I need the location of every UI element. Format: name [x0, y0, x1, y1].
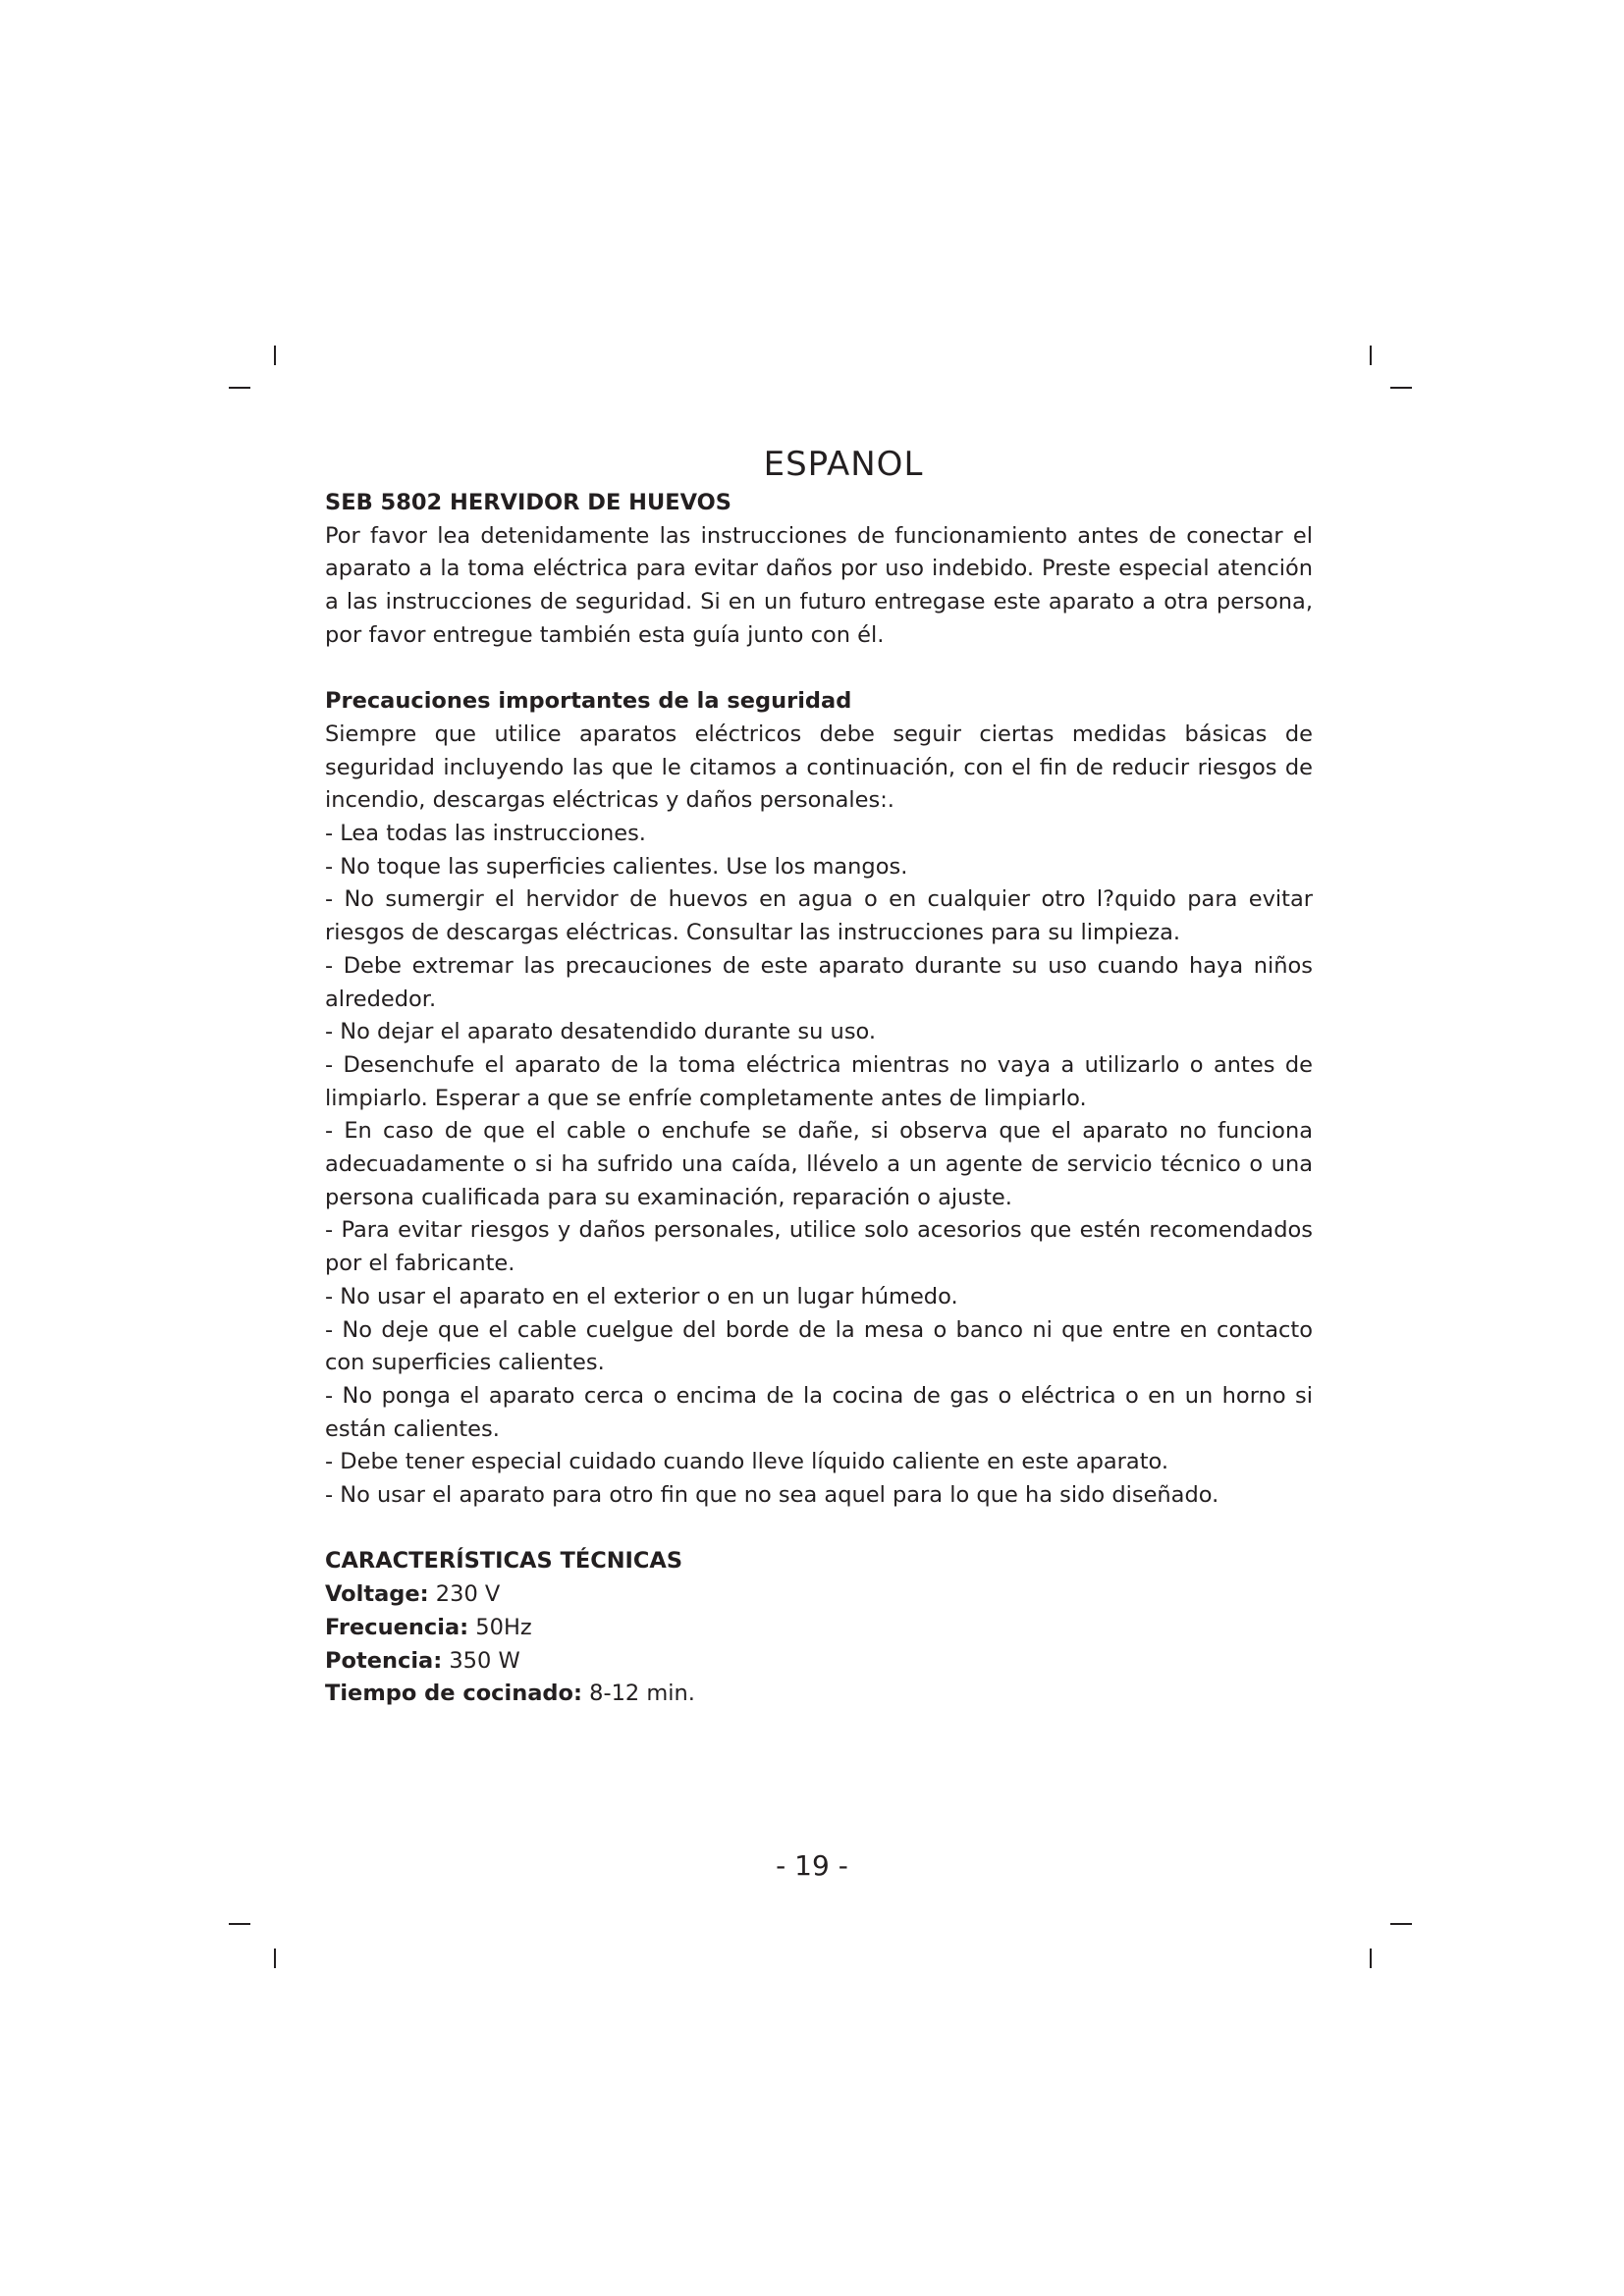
spec-label: Voltage:	[325, 1581, 429, 1608]
spec-value: 350 W	[442, 1647, 520, 1674]
list-item: - No usar el aparato en el exterior o en un lugar húmedo.	[325, 1283, 958, 1309]
list-item: - Para evitar riesgos y daños personales, utilice solo acesorios que estén recomendados por el fabricante.	[325, 1217, 1313, 1277]
crop-mark-bottom-right-horizontal	[1390, 1923, 1412, 1925]
safety-intro: Siempre que utilice aparatos eléctricos debe seguir ciertas medidas básicas de seguridad incluyendo las que le citamos a continuación, con el fin de reducir riesgos de incendio, descargas eléctricas y daños personales:.	[325, 721, 1313, 814]
safety-list	[325, 818, 1313, 1513]
list-item: - No dejar el aparato desatendido durante su uso.	[325, 1019, 877, 1045]
spec-value: 8-12 min.	[581, 1681, 695, 1707]
list-item: - No usar el aparato para otro fin que no sea aquel para lo que ha sido diseñado.	[325, 1482, 1219, 1509]
product-heading: SEB 5802 HERVIDOR DE HUEVOS	[325, 490, 731, 515]
language-title: ESPANOL	[763, 445, 924, 484]
spec-frequency	[325, 1612, 1313, 1645]
list-item: - Debe tener especial cuidado cuando lleve líquido caliente en este aparato.	[325, 1449, 1169, 1475]
crop-mark-bottom-left-horizontal	[229, 1923, 250, 1925]
list-item: - En caso de que el cable o enchufe se dañe, si observa que el aparato no funciona adecuadamente o si ha sufrido una caída, llévelo a un agente de servicio técnico o una persona cualificada para su examinación, reparación o ajuste.	[325, 1118, 1313, 1210]
list-item: - No deje que el cable cuelgue del borde de la mesa o banco ni que entre en contacto con superficies calientes.	[325, 1316, 1313, 1376]
spec-power	[325, 1645, 1313, 1679]
spec-label: Potencia:	[325, 1647, 443, 1674]
document-content	[325, 442, 1313, 1711]
list-item: - No ponga el aparato cerca o encima de la cocina de gas o eléctrica o en un horno si están calientes.	[325, 1382, 1313, 1442]
crop-mark-top-left-vertical	[274, 346, 276, 365]
spacer	[325, 1513, 1313, 1546]
list-item: - Lea todas las instrucciones.	[325, 821, 646, 847]
page-number: - 19 -	[776, 1849, 848, 1882]
list-item: - No sumergir el hervidor de huevos en agua o en cualquier otro l?quido para evitar riesgos de descargas eléctricas. Consultar las instrucciones para su limpieza.	[325, 886, 1313, 946]
intro-paragraph: Por favor lea detenidamente las instrucciones de funcionamiento antes de conectar el aparato a la toma eléctrica para evitar daños por uso indebido. Preste especial atención a las instrucciones de seguridad. Si en un futuro entregase este aparato a otra persona, por favor entregue también esta guía junto con él.	[325, 522, 1313, 648]
list-item: - Debe extremar las precauciones de este aparato durante su uso cuando haya niños alrededor.	[325, 952, 1313, 1012]
crop-mark-top-left-horizontal	[229, 387, 250, 389]
spec-label: Frecuencia:	[325, 1614, 469, 1640]
crop-mark-top-right-horizontal	[1390, 387, 1412, 389]
crop-mark-top-right-vertical	[1370, 346, 1372, 365]
spec-value: 50Hz	[468, 1614, 532, 1640]
list-item: - Desenchufe el aparato de la toma eléctrica mientras no vaya a utilizarlo o antes de limpiarlo. Esperar a que se enfríe completamente antes de limpiarlo.	[325, 1051, 1313, 1111]
list-item: - No toque las superficies calientes. Use los mangos.	[325, 853, 908, 880]
spacer	[325, 653, 1313, 686]
spec-label: Tiempo de cocinado:	[325, 1681, 582, 1707]
safety-heading: Precauciones importantes de la seguridad	[325, 688, 852, 715]
spec-cooking-time	[325, 1678, 1313, 1711]
specs-heading: CARACTERÍSTICAS TÉCNICAS	[325, 1548, 683, 1575]
spec-value: 230 V	[428, 1581, 501, 1608]
crop-mark-bottom-left-vertical	[274, 1949, 276, 1968]
spec-voltage	[325, 1578, 1313, 1612]
crop-mark-bottom-right-vertical	[1370, 1949, 1372, 1968]
